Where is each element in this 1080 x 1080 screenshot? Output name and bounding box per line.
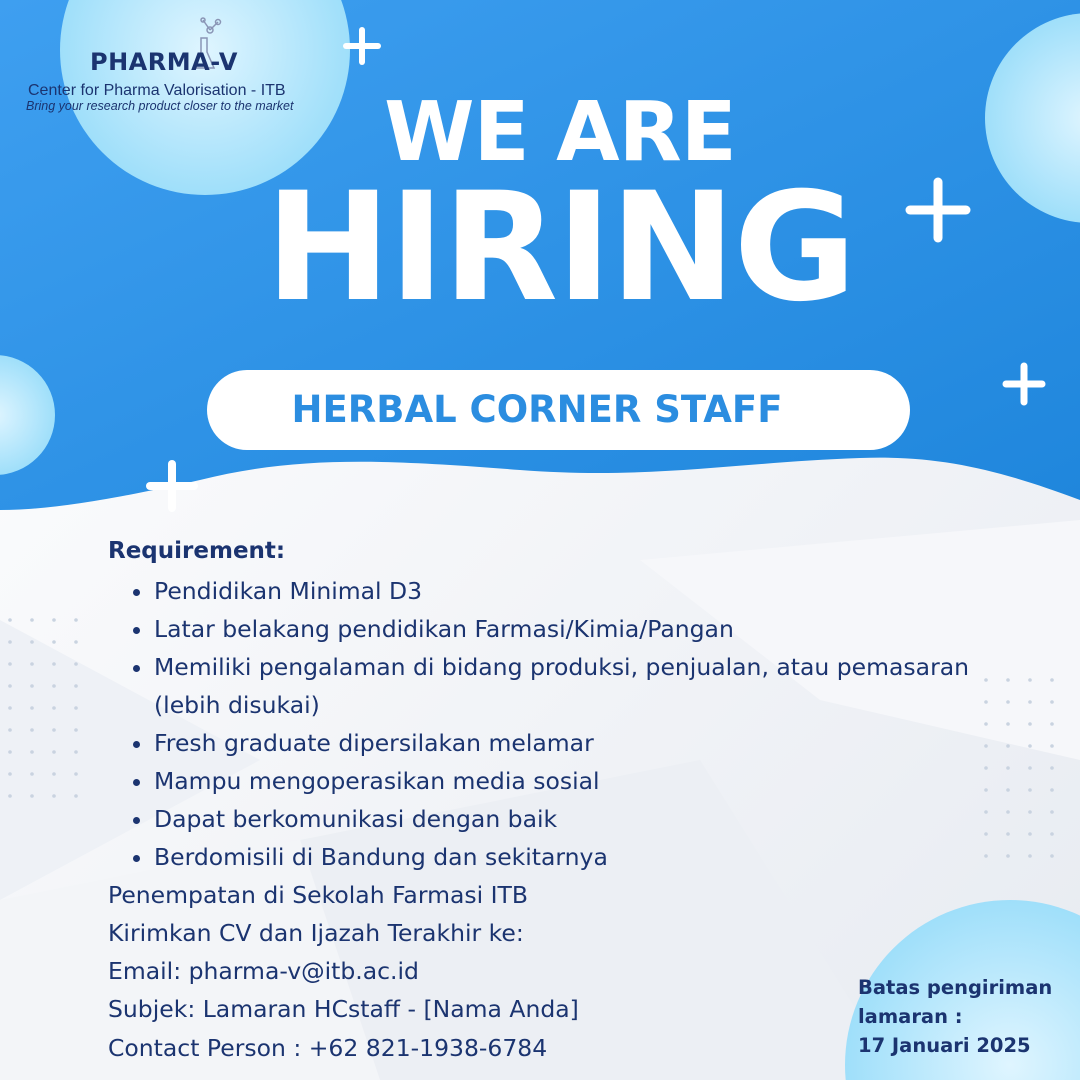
dot [74,750,78,754]
dot [30,640,34,644]
position-title: HERBAL CORNER STAFF [291,388,783,431]
dot [30,794,34,798]
send-instruction: Kirimkan CV dan Ijazah Terakhir ke: [108,919,524,947]
dot [1028,744,1032,748]
dot [8,684,12,688]
list-item: • Memiliki pengalaman di bidang produksi, penjualan, atau pemasaran (lebih disukai) [154,648,1014,724]
dot [74,684,78,688]
logo-name: PHARMA-V [90,48,238,76]
placement-text: Penempatan di Sekolah Farmasi ITB [108,881,529,909]
dot [1050,832,1054,836]
dot [8,772,12,776]
dot [1028,854,1032,858]
list-item: • Pendidikan Minimal D3 [154,572,1014,610]
dot [74,728,78,732]
dot [8,750,12,754]
list-item: • Fresh graduate dipersilakan melamar [154,724,1014,762]
dot [1050,854,1054,858]
dot [1028,832,1032,836]
requirements-list [108,572,1014,876]
logo-tagline: Bring your research product closer to the market [26,99,294,113]
dot [74,662,78,666]
dot [1050,700,1054,704]
dot [1050,678,1054,682]
dot [1050,766,1054,770]
dot [1028,722,1032,726]
dot [30,706,34,710]
dot [1028,766,1032,770]
dot [1028,810,1032,814]
deadline-line1: Batas pengiriman [858,976,1053,999]
dot [52,772,56,776]
list-item: • Latar belakang pendidikan Farmasi/Kimia/Pangan [154,610,1014,648]
dot [1028,678,1032,682]
dot [1050,744,1054,748]
deadline-line2: lamaran : [858,1005,963,1028]
dot [52,728,56,732]
email-text: Email: pharma-v@itb.ac.id [108,957,419,985]
dot [30,750,34,754]
headline-hiring: HIRING [265,161,855,335]
dot [8,618,12,622]
dot [52,684,56,688]
dot [8,728,12,732]
dot [74,640,78,644]
dot [30,662,34,666]
list-item: • Berdomisili di Bandung dan sekitarnya [154,838,1014,876]
dot [8,640,12,644]
dot [52,794,56,798]
dot [74,794,78,798]
dot [74,618,78,622]
subject-text: Subjek: Lamaran HCstaff - [Nama Anda] [108,995,579,1023]
requirements-title: Requirement: [108,538,286,564]
dot [74,706,78,710]
dot [52,640,56,644]
dot [1028,700,1032,704]
dot [52,618,56,622]
dot [52,750,56,754]
dot [8,706,12,710]
position-pill [207,370,910,450]
dot [30,772,34,776]
dot [1028,788,1032,792]
headline-we-are: WE ARE [384,85,736,180]
dot [30,684,34,688]
deadline-date: 17 Januari 2025 [858,1034,1031,1057]
contact-text: Contact Person : +62 821-1938-6784 [108,1034,548,1062]
dot [52,662,56,666]
dot [30,728,34,732]
dot [52,706,56,710]
dot [1050,810,1054,814]
dot [30,618,34,622]
dot [1050,788,1054,792]
list-item: • Mampu mengoperasikan media sosial [154,762,1014,800]
dot [74,772,78,776]
logo-subtitle: Center for Pharma Valorisation - ITB [28,82,286,99]
dot [8,794,12,798]
dot [1050,722,1054,726]
deadline-block [858,973,1052,1060]
dot [8,662,12,666]
list-item: • Dapat berkomunikasi dengan baik [154,800,1014,838]
